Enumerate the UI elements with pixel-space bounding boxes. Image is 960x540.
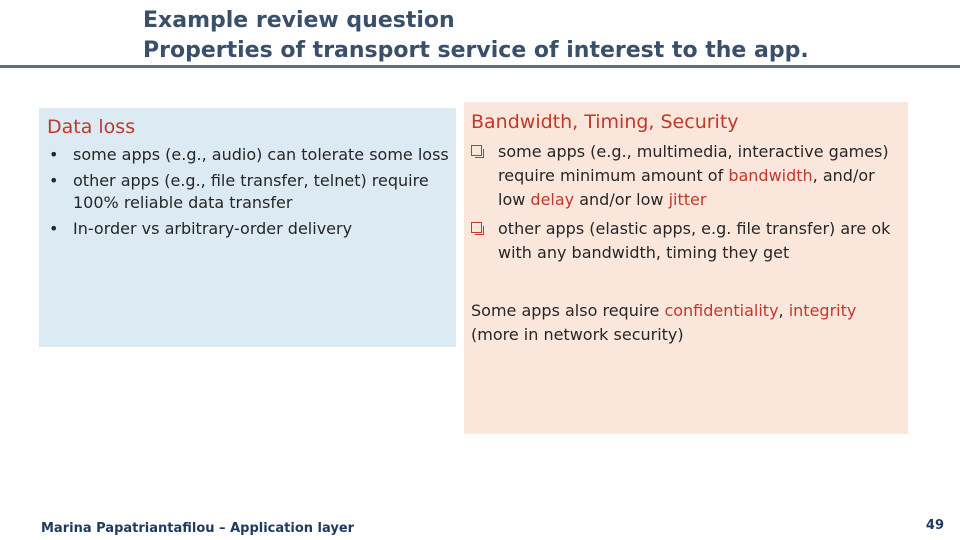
- list-item: [49, 170, 454, 214]
- list-item: [471, 217, 901, 265]
- note-text: (more in network security): [471, 325, 684, 344]
- list-item-text: In-order vs arbitrary-order delivery: [73, 219, 353, 238]
- list-item-text: some apps (e.g., multimedia, interactive games) require minimum amount of: [498, 142, 889, 185]
- data-loss-list: [49, 144, 454, 244]
- checkbox-bullet-icon: [471, 222, 482, 233]
- page-number: 49: [925, 518, 944, 533]
- checkbox-bullet-icon: [471, 145, 482, 156]
- slide-title-line-2: Properties of transport service of interest to the app.: [143, 38, 809, 63]
- integrity-term: integrity: [788, 301, 857, 320]
- note-text: Some apps also require: [471, 301, 665, 320]
- slide-title: [143, 6, 809, 66]
- list-item: [49, 144, 454, 166]
- list-item: [49, 218, 454, 240]
- footer-author: Marina Papatriantafilou – Application layer: [41, 521, 355, 536]
- list-item-text: some apps (e.g., audio) can tolerate some loss: [73, 145, 449, 164]
- jitter-term: jitter: [668, 190, 707, 209]
- bandwidth-timing-security-heading: Bandwidth, Timing, Security: [471, 111, 739, 133]
- title-divider: [0, 65, 960, 68]
- bandwidth-list: [471, 140, 901, 270]
- list-item-text: other apps (e.g., file transfer, telnet) require 100% reliable data transfer: [73, 171, 429, 212]
- list-item-text: , and/or low: [498, 166, 875, 209]
- bandwidth-term: bandwidth: [728, 166, 813, 185]
- slide-title-line-1: Example review question: [143, 8, 455, 33]
- note-text: ,: [778, 301, 789, 320]
- list-item: [471, 140, 901, 212]
- delay-term: delay: [530, 190, 575, 209]
- confidentiality-term: confidentiality: [664, 301, 779, 320]
- list-item-text: and/or low: [574, 190, 669, 209]
- data-loss-heading: Data loss: [47, 116, 136, 138]
- security-note: [471, 299, 901, 347]
- list-item-text: other apps (elastic apps, e.g. file transfer) are ok with any bandwidth, timing they get: [498, 219, 891, 262]
